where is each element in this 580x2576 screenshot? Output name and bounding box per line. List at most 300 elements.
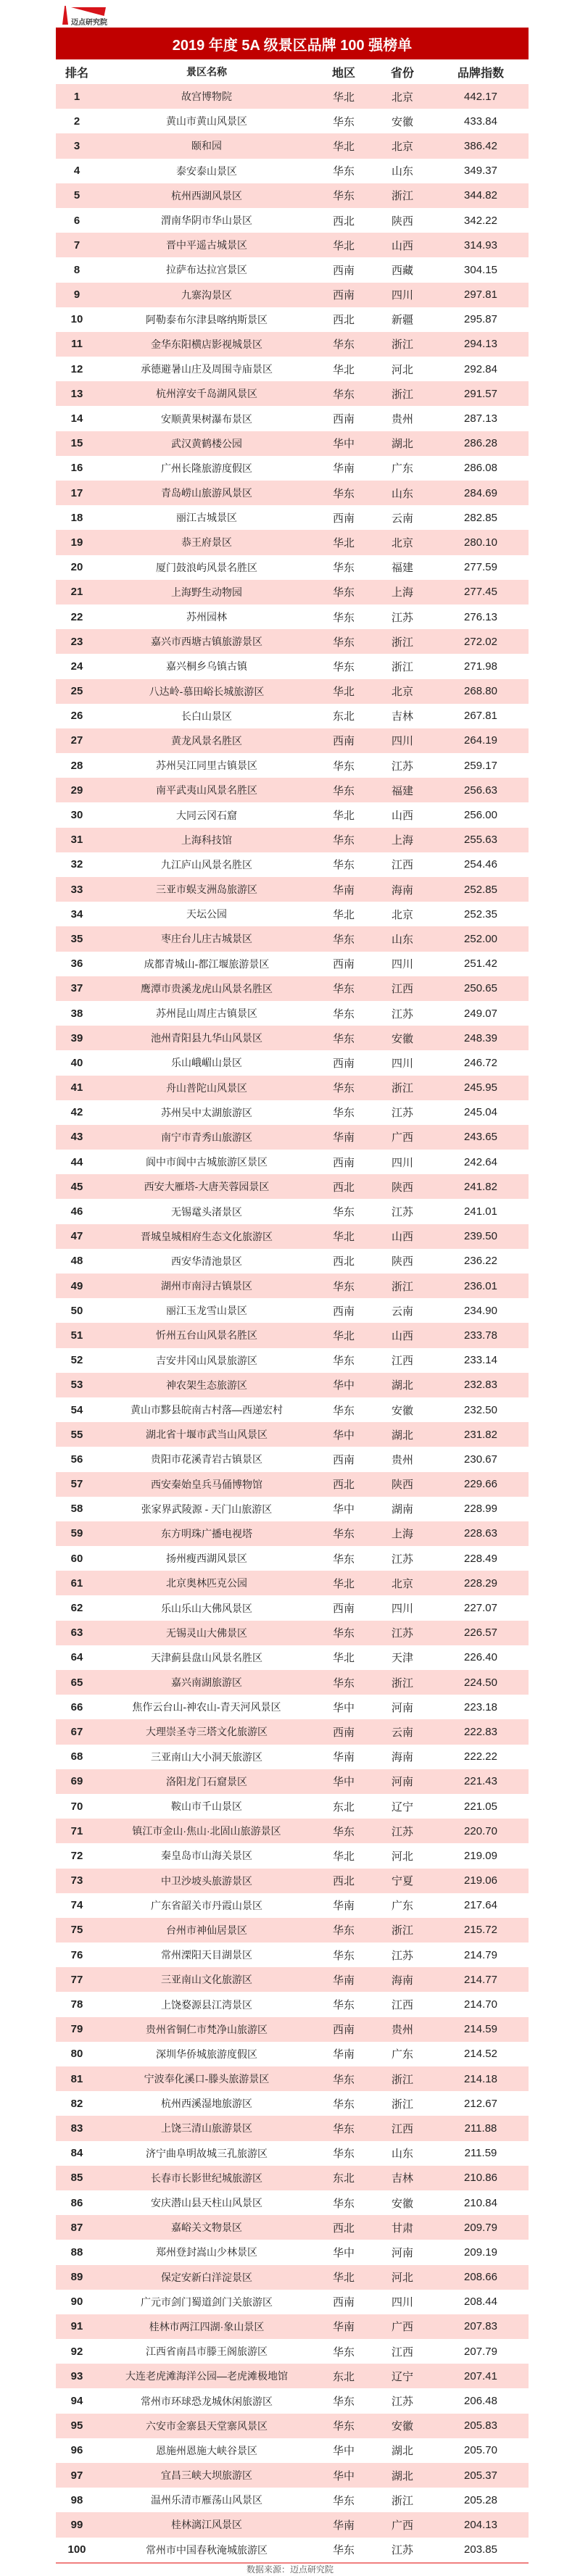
province-cell: 西藏 (391, 264, 413, 277)
index-cell: 294.13 (464, 338, 497, 351)
region-cell: 华南 (332, 1131, 355, 1144)
name-cell: 洛阳龙门石窟景区 (166, 1775, 247, 1787)
index-cell: 252.35 (464, 907, 497, 921)
table-row (56, 2042, 529, 2066)
index-cell: 386.42 (464, 139, 497, 152)
name-cell: 三亚市蜈支洲岛旅游区 (156, 884, 257, 896)
rank-cell: 76 (70, 1948, 83, 1961)
table-row (56, 84, 529, 109)
table-row (56, 1521, 529, 1546)
index-cell: 205.70 (464, 2444, 497, 2457)
province-cell: 山东 (391, 487, 413, 500)
province-cell: 河北 (391, 1850, 413, 1863)
province-cell: 江西 (391, 2122, 413, 2135)
region-cell: 华东 (332, 834, 355, 847)
name-cell: 天津蓟县盘山风景名胜区 (151, 1651, 262, 1663)
rank-cell: 8 (73, 263, 80, 276)
province-cell: 江苏 (391, 1825, 413, 1838)
rank-cell: 6 (73, 214, 80, 227)
header-index: 品牌指数 (457, 67, 504, 80)
index-cell: 214.79 (464, 1948, 497, 1961)
rank-cell: 22 (70, 610, 83, 623)
province-cell: 广东 (391, 1900, 413, 1913)
table-row (56, 2339, 529, 2364)
region-cell: 西北 (332, 1181, 355, 1194)
name-cell: 乐山峨嵋山景区 (171, 1057, 242, 1069)
rank-cell: 10 (70, 313, 83, 326)
province-cell: 河南 (391, 1701, 413, 1714)
province-cell: 河南 (391, 1776, 413, 1789)
province-cell: 广西 (391, 2519, 413, 2532)
province-cell: 山东 (391, 933, 413, 946)
name-cell: 恭王府景区 (181, 536, 232, 549)
region-cell: 华中 (332, 2445, 355, 2458)
rank-cell: 1 (73, 90, 80, 103)
province-cell: 江西 (391, 859, 413, 872)
name-cell: 安顺黄果树瀑布景区 (161, 412, 252, 425)
region-cell: 西南 (332, 413, 355, 426)
rank-cell: 56 (70, 1453, 83, 1466)
index-cell: 249.07 (464, 1007, 497, 1020)
province-cell: 北京 (391, 686, 413, 699)
index-cell: 243.65 (464, 1131, 497, 1144)
index-cell: 214.77 (464, 1973, 497, 1986)
rank-cell: 46 (70, 1205, 83, 1218)
rank-cell: 89 (70, 2271, 83, 2284)
rank-cell: 26 (70, 710, 83, 723)
rank-cell: 70 (70, 1800, 83, 1813)
region-cell: 西南 (332, 958, 355, 971)
index-cell: 241.01 (464, 1205, 497, 1218)
table-row (56, 183, 529, 208)
index-cell: 264.19 (464, 734, 497, 747)
rank-cell: 61 (70, 1576, 83, 1590)
name-cell: 台州市神仙居景区 (166, 1924, 247, 1936)
region-cell: 华南 (332, 884, 355, 897)
rank-cell: 90 (70, 2295, 83, 2309)
name-cell: 无锡鼋头渚景区 (171, 1205, 242, 1218)
index-cell: 241.82 (464, 1180, 497, 1193)
table-row (56, 1298, 529, 1323)
region-cell: 华北 (332, 1329, 355, 1342)
table-row (56, 2438, 529, 2463)
rank-cell: 67 (70, 1725, 83, 1738)
table-row (56, 580, 529, 604)
region-cell: 华中 (332, 2469, 355, 2482)
data-source-note: 数据来源：迈点研究院 (246, 2564, 334, 2575)
province-cell: 云南 (391, 512, 413, 525)
name-cell: 宜昌三峡大坝旅游区 (161, 2469, 252, 2482)
table-row (56, 2290, 529, 2314)
index-cell: 245.04 (464, 1106, 497, 1119)
rank-cell: 95 (70, 2419, 83, 2432)
table-row (56, 2463, 529, 2488)
region-cell: 华东 (332, 2148, 355, 2161)
region-cell: 华北 (332, 1652, 355, 1665)
header-name: 景区名称 (186, 66, 227, 78)
rank-cell: 53 (70, 1379, 83, 1392)
index-cell: 212.67 (464, 2097, 497, 2110)
region-cell: 华东 (332, 487, 355, 500)
index-cell: 207.41 (464, 2369, 497, 2382)
region-cell: 华东 (332, 636, 355, 649)
table-row (56, 406, 529, 431)
name-cell: 常州市中国春秋淹城旅游区 (146, 2543, 268, 2556)
province-cell: 四川 (391, 1057, 413, 1070)
table-row (56, 2215, 529, 2240)
name-cell: 杭州淳安千岛湖风景区 (156, 388, 257, 400)
index-cell: 219.09 (464, 1849, 497, 1862)
rank-cell: 65 (70, 1676, 83, 1689)
table-row (56, 902, 529, 926)
name-cell: 黄山市黟县皖南古村落—西递宏村 (130, 1404, 283, 1416)
region-cell: 华东 (332, 388, 355, 401)
table-row (56, 2265, 529, 2290)
region-cell: 华东 (332, 190, 355, 203)
rank-cell: 57 (70, 1478, 83, 1491)
region-cell: 华东 (332, 1007, 355, 1021)
rank-cell: 4 (73, 165, 80, 178)
table-row (56, 654, 529, 678)
index-cell: 344.82 (464, 189, 497, 202)
region-cell: 西南 (332, 2296, 355, 2309)
rank-cell: 81 (70, 2072, 83, 2085)
name-cell: 郑州登封嵩山少林景区 (156, 2246, 257, 2259)
region-cell: 西南 (332, 2024, 355, 2037)
table-row (56, 481, 529, 505)
name-cell: 深圳华侨城旅游度假区 (156, 2048, 257, 2060)
index-cell: 222.83 (464, 1725, 497, 1738)
rank-cell: 91 (70, 2320, 83, 2333)
index-cell: 292.84 (464, 362, 497, 375)
region-cell: 华南 (332, 2048, 355, 2061)
rank-cell: 23 (70, 635, 83, 648)
table-row (56, 1546, 529, 1571)
rank-cell: 68 (70, 1750, 83, 1763)
table-row (56, 2364, 529, 2388)
region-cell: 华东 (332, 1404, 355, 1417)
table-row (56, 1274, 529, 1298)
region-cell: 华东 (332, 2098, 355, 2111)
header-province: 省份 (390, 67, 414, 80)
name-cell: 舟山普陀山风景区 (166, 1081, 247, 1094)
region-cell: 华中 (332, 1379, 355, 1392)
province-cell: 四川 (391, 958, 413, 971)
table-row (56, 704, 529, 728)
ranking-table (56, 28, 529, 2564)
region-cell: 华东 (332, 1280, 355, 1293)
region-cell: 东北 (332, 710, 355, 723)
rank-cell: 96 (70, 2444, 83, 2457)
rank-cell: 66 (70, 1700, 83, 1713)
province-cell: 安徽 (391, 1404, 413, 1417)
rank-cell: 92 (70, 2345, 83, 2358)
index-cell: 208.44 (464, 2295, 497, 2309)
region-cell: 华北 (332, 239, 355, 252)
index-cell: 234.90 (464, 1304, 497, 1317)
province-cell: 天津 (391, 1652, 413, 1665)
table-row (56, 1001, 529, 1026)
index-cell: 208.66 (464, 2271, 497, 2284)
name-cell: 安庆潜山县天柱山风景区 (151, 2197, 262, 2209)
province-cell: 江苏 (391, 1627, 413, 1640)
table-row (56, 2414, 529, 2438)
name-cell: 苏州园林 (186, 611, 227, 623)
index-cell: 233.78 (464, 1329, 497, 1342)
region-cell: 华东 (332, 611, 355, 624)
name-cell: 丽江玉龙雪山景区 (166, 1305, 247, 1317)
rank-cell: 25 (70, 685, 83, 698)
province-cell: 贵州 (391, 413, 413, 426)
index-cell: 209.79 (464, 2221, 497, 2234)
name-cell: 忻州五台山风景名胜区 (156, 1329, 257, 1342)
table-row (56, 2141, 529, 2166)
name-cell: 嘉兴市西塘古镇旅游景区 (151, 636, 262, 648)
table-row (56, 2512, 529, 2537)
table-row (56, 877, 529, 902)
rank-cell: 7 (73, 238, 80, 252)
rank-cell: 48 (70, 1255, 83, 1268)
name-cell: 乐山乐山大佛风景区 (161, 1602, 252, 1614)
table-row (56, 1026, 529, 1050)
name-cell: 北京奥林匹克公园 (166, 1577, 247, 1590)
region-cell: 西北 (332, 2222, 355, 2235)
name-cell: 大同云冈石窟 (176, 809, 237, 821)
name-cell: 颐和园 (191, 140, 222, 152)
province-cell: 宁夏 (391, 1875, 413, 1888)
province-cell: 辽宁 (391, 2370, 413, 2383)
index-cell: 230.67 (464, 1453, 497, 1466)
table-row (56, 802, 529, 827)
table-row (56, 1621, 529, 1645)
region-cell: 华东 (332, 1553, 355, 1566)
region-cell: 华东 (332, 760, 355, 773)
rank-cell: 51 (70, 1329, 83, 1342)
region-cell: 华东 (332, 2544, 355, 2557)
index-cell: 286.28 (464, 437, 497, 450)
rank-cell: 24 (70, 660, 83, 673)
region-cell: 华东 (332, 1677, 355, 1690)
name-cell: 杭州西湖风景区 (171, 189, 242, 201)
name-cell: 青岛崂山旅游风景区 (161, 487, 252, 499)
region-cell: 华南 (332, 2519, 355, 2532)
rank-cell: 44 (70, 1155, 83, 1168)
province-cell: 山西 (391, 239, 413, 252)
table-row (56, 952, 529, 976)
index-cell: 297.81 (464, 288, 497, 302)
name-cell: 天坛公园 (186, 908, 227, 921)
index-cell: 236.22 (464, 1255, 497, 1268)
region-cell: 华东 (332, 933, 355, 946)
name-cell: 大连老虎滩海洋公园—老虎滩极地馆 (125, 2370, 288, 2382)
index-cell: 210.84 (464, 2196, 497, 2209)
region-cell: 华东 (332, 660, 355, 673)
province-cell: 浙江 (391, 1082, 413, 1095)
table-row (56, 555, 529, 580)
flag-icon (71, 7, 106, 16)
index-cell: 256.00 (464, 809, 497, 822)
name-cell: 阆中市阆中古城旅游区景区 (146, 1156, 268, 1168)
province-cell: 贵州 (391, 1453, 413, 1466)
province-cell: 河北 (391, 363, 413, 376)
name-cell: 阿勒泰布尔津县喀纳斯景区 (146, 313, 268, 325)
index-cell: 226.57 (464, 1626, 497, 1640)
index-cell: 286.08 (464, 462, 497, 475)
index-cell: 287.13 (464, 412, 497, 425)
province-cell: 江苏 (391, 1553, 413, 1566)
name-cell: 大理崇圣寺三塔文化旅游区 (146, 1726, 268, 1738)
name-cell: 吉安井冈山风景旅游区 (156, 1354, 257, 1366)
region-cell: 华北 (332, 810, 355, 823)
header-rank: 排名 (65, 67, 88, 80)
province-cell: 江苏 (391, 2396, 413, 2409)
table-row (56, 926, 529, 951)
province-cell: 山东 (391, 165, 413, 178)
index-cell: 205.37 (464, 2469, 497, 2482)
table-row (56, 1719, 529, 1744)
region-cell: 华东 (332, 338, 355, 352)
index-cell: 232.83 (464, 1379, 497, 1392)
rank-cell: 94 (70, 2395, 83, 2408)
region-cell: 华北 (332, 363, 355, 376)
name-cell: 承德避暑山庄及周围寺庙景区 (141, 363, 273, 375)
rank-cell: 97 (70, 2469, 83, 2482)
name-cell: 南宁市青秀山旅游区 (161, 1131, 252, 1143)
region-cell: 华北 (332, 908, 355, 921)
index-cell: 276.13 (464, 610, 497, 623)
rank-cell: 14 (70, 412, 83, 425)
table-title: 2019 年度 5A 级景区品牌 100 强榜单 (56, 28, 529, 59)
province-cell: 上海 (391, 586, 413, 599)
table-row (56, 976, 529, 1001)
table-row (56, 109, 529, 133)
name-cell: 金华东阳横店影视城景区 (151, 338, 262, 350)
region-cell: 华中 (332, 1503, 355, 1516)
region-cell: 华北 (332, 536, 355, 549)
name-cell: 嘉兴桐乡乌镇古镇 (166, 660, 247, 673)
name-cell: 三亚南山文化旅游区 (161, 1974, 252, 1986)
name-cell: 泰安泰山景区 (176, 165, 237, 177)
rank-cell: 38 (70, 1007, 83, 1020)
region-cell: 华中 (332, 438, 355, 451)
name-cell: 济宁曲阜明故城三孔旅游区 (146, 2147, 268, 2159)
region-cell: 华东 (332, 1949, 355, 1962)
province-cell: 江苏 (391, 760, 413, 773)
region-cell: 西南 (332, 264, 355, 277)
rank-cell: 86 (70, 2196, 83, 2209)
province-cell: 贵州 (391, 2024, 413, 2037)
region-cell: 西北 (332, 314, 355, 327)
region-cell: 华中 (332, 1429, 355, 1442)
province-cell: 四川 (391, 1156, 413, 1169)
name-cell: 三亚南山大小洞天旅游区 (151, 1750, 262, 1763)
table-row (56, 1472, 529, 1497)
rank-cell: 9 (73, 288, 80, 302)
province-cell: 江苏 (391, 611, 413, 624)
province-cell: 浙江 (391, 1677, 413, 1690)
index-cell: 226.40 (464, 1651, 497, 1664)
province-cell: 江苏 (391, 1206, 413, 1219)
province-cell: 山西 (391, 810, 413, 823)
index-cell: 203.85 (464, 2543, 497, 2556)
province-cell: 北京 (391, 91, 413, 104)
table-row (56, 1373, 529, 1397)
region-cell: 华东 (332, 2396, 355, 2409)
table-row (56, 1918, 529, 1943)
rank-cell: 98 (70, 2493, 83, 2506)
table-row (56, 2017, 529, 2042)
name-cell: 中卫沙坡头旅游景区 (161, 1874, 252, 1887)
table-row (56, 2190, 529, 2215)
region-cell: 西南 (332, 1453, 355, 1466)
index-cell: 291.57 (464, 387, 497, 400)
name-cell: 成都青城山-都江堰旅游景区 (144, 957, 270, 970)
table-row (56, 1224, 529, 1249)
province-cell: 北京 (391, 1577, 413, 1590)
name-cell: 嘉峪关文物景区 (171, 2222, 242, 2234)
table-row (56, 159, 529, 183)
index-cell: 252.85 (464, 883, 497, 896)
region-cell: 西北 (332, 1255, 355, 1268)
province-cell: 北京 (391, 140, 413, 153)
region-cell: 华南 (332, 462, 355, 475)
region-cell: 华东 (332, 983, 355, 996)
province-cell: 江西 (391, 983, 413, 996)
name-cell: 东方明珠广播电视塔 (161, 1527, 252, 1540)
rank-cell: 78 (70, 1998, 83, 2011)
table-row (56, 1992, 529, 2016)
rank-cell: 17 (70, 486, 83, 499)
province-cell: 吉林 (391, 2172, 413, 2185)
index-cell: 233.14 (464, 1354, 497, 1367)
region-cell: 华东 (332, 1355, 355, 1368)
rank-cell: 27 (70, 734, 83, 747)
region-cell: 华东 (332, 1825, 355, 1838)
name-cell: 扬州瘦西湖风景区 (166, 1553, 247, 1565)
table-row (56, 828, 529, 852)
index-cell: 232.50 (464, 1403, 497, 1416)
index-cell: 277.45 (464, 586, 497, 599)
province-cell: 广东 (391, 462, 413, 475)
region-cell: 西南 (332, 1156, 355, 1169)
region-cell: 华东 (332, 562, 355, 575)
region-cell: 华北 (332, 2272, 355, 2285)
region-cell: 华东 (332, 2346, 355, 2359)
header-region: 地区 (331, 67, 355, 80)
region-cell: 华南 (332, 1974, 355, 1987)
region-cell: 西北 (332, 1479, 355, 1492)
rank-cell: 82 (70, 2097, 83, 2110)
name-cell: 黄山市黄山风景区 (166, 115, 247, 128)
name-cell: 西安秦始皇兵马俑博物馆 (151, 1478, 262, 1490)
rank-cell: 63 (70, 1626, 83, 1640)
name-cell: 拉萨布达拉宫景区 (166, 264, 247, 276)
table-row (56, 307, 529, 332)
name-cell: 湖北省十堰市武当山风景区 (146, 1429, 268, 1441)
province-cell: 四川 (391, 735, 413, 748)
region-cell: 华北 (332, 91, 355, 104)
province-cell: 山东 (391, 2148, 413, 2161)
index-cell: 221.05 (464, 1800, 497, 1813)
name-cell: 上饶婺源县江湾景区 (161, 1998, 252, 2011)
region-cell: 华北 (332, 1231, 355, 1244)
rank-cell: 99 (70, 2518, 83, 2531)
region-cell: 华东 (332, 2122, 355, 2135)
rank-cell: 58 (70, 1503, 83, 1516)
rank-cell: 15 (70, 437, 83, 450)
region-cell: 华东 (332, 1107, 355, 1120)
index-cell: 205.83 (464, 2419, 497, 2432)
